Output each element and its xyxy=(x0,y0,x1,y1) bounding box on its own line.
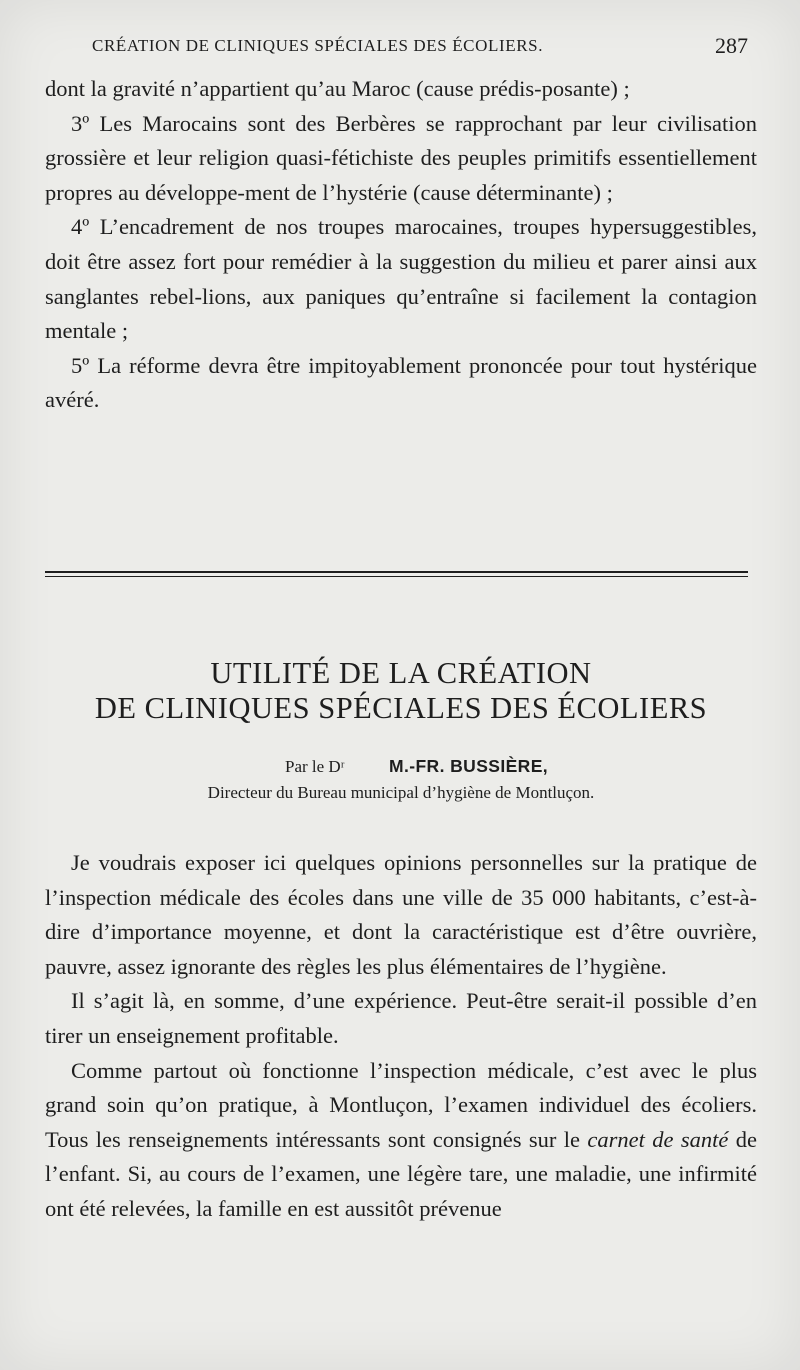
author-name: M.-FR. BUSSIÈRE, xyxy=(389,756,549,776)
article-title xyxy=(45,656,757,726)
title-line-1: UTILITÉ DE LA CRÉATION xyxy=(210,656,592,690)
article-body xyxy=(45,846,757,1227)
italic-term: carnet de santé xyxy=(587,1126,729,1152)
title-line-2: DE CLINIQUES SPÉCIALES DES ÉCOLIERS xyxy=(94,691,708,725)
paragraph-text-after: de l’enfant. Si, au cours de l’examen, une légère tare, une maladie, une infirmité ont été relevées, la famille en est aussitôt prévenue xyxy=(45,1126,757,1221)
list-item-4: 4º L’encadrement de nos troupes marocaines, troupes hypersuggestibles, doit être assez fort pour remédier à la suggestion du milieu et parer ainsi aux sanglantes rebel-lions, aux paniques qu’entraîne si facilement la contagion mentale ; xyxy=(45,214,757,344)
author-affiliation: Directeur du Bureau municipal d’hygiène de Montluçon. xyxy=(207,783,595,802)
divider-line-thin xyxy=(45,576,748,577)
running-title: CRÉATION DE CLINIQUES SPÉCIALES DES ÉCOLIERS. xyxy=(92,36,544,55)
body-paragraph-3 xyxy=(45,1054,757,1227)
page-number: 287 xyxy=(715,33,748,58)
running-head xyxy=(92,34,752,62)
list-item-5: 5º La réforme devra être impitoyablement prononcée pour tout hystérique avéré. xyxy=(45,352,757,413)
byline-prefix: Par le Dʳ xyxy=(285,757,345,776)
body-paragraph-1: Je voudrais exposer ici quelques opinions personnelles sur la pratique de l’inspection médicale des écoles dans une ville de 35 000 habitants, c’est-à-dire d’importance moyenne, et dont la caractéristique est d’être ouvrière, pauvre, assez ignorante des règles les plus élémentaires de l’hygiène. xyxy=(45,850,757,979)
paragraph-text-before: Comme partout où fonctionne l’inspection médicale, c’est avec le plus grand soin qu’on pratique, à Montluçon, l’examen individuel des écoliers. Tous les renseignements intéressants sont consignés sur le xyxy=(45,1057,757,1152)
paragraph-continuation: dont la gravité n’appartient qu’au Maroc (cause prédis-posante) ; xyxy=(45,76,630,101)
byline xyxy=(45,753,757,783)
list-item-3: 3º Les Marocains sont des Berbères se rapprochant par leur civilisation grossière et leur religion quasi-fétichiste des peuples primitifs essentiellement propres au développe-ment de l’hystérie (cause déterminante) ; xyxy=(45,110,757,205)
body-paragraph-2: Il s’agit là, en somme, d’une expérience. Peut-être serait-il possible d’en tirer un enseignement profitable. xyxy=(45,988,757,1048)
divider-line-thick xyxy=(45,571,748,573)
section-divider xyxy=(45,571,748,579)
previous-article-text xyxy=(45,72,757,418)
